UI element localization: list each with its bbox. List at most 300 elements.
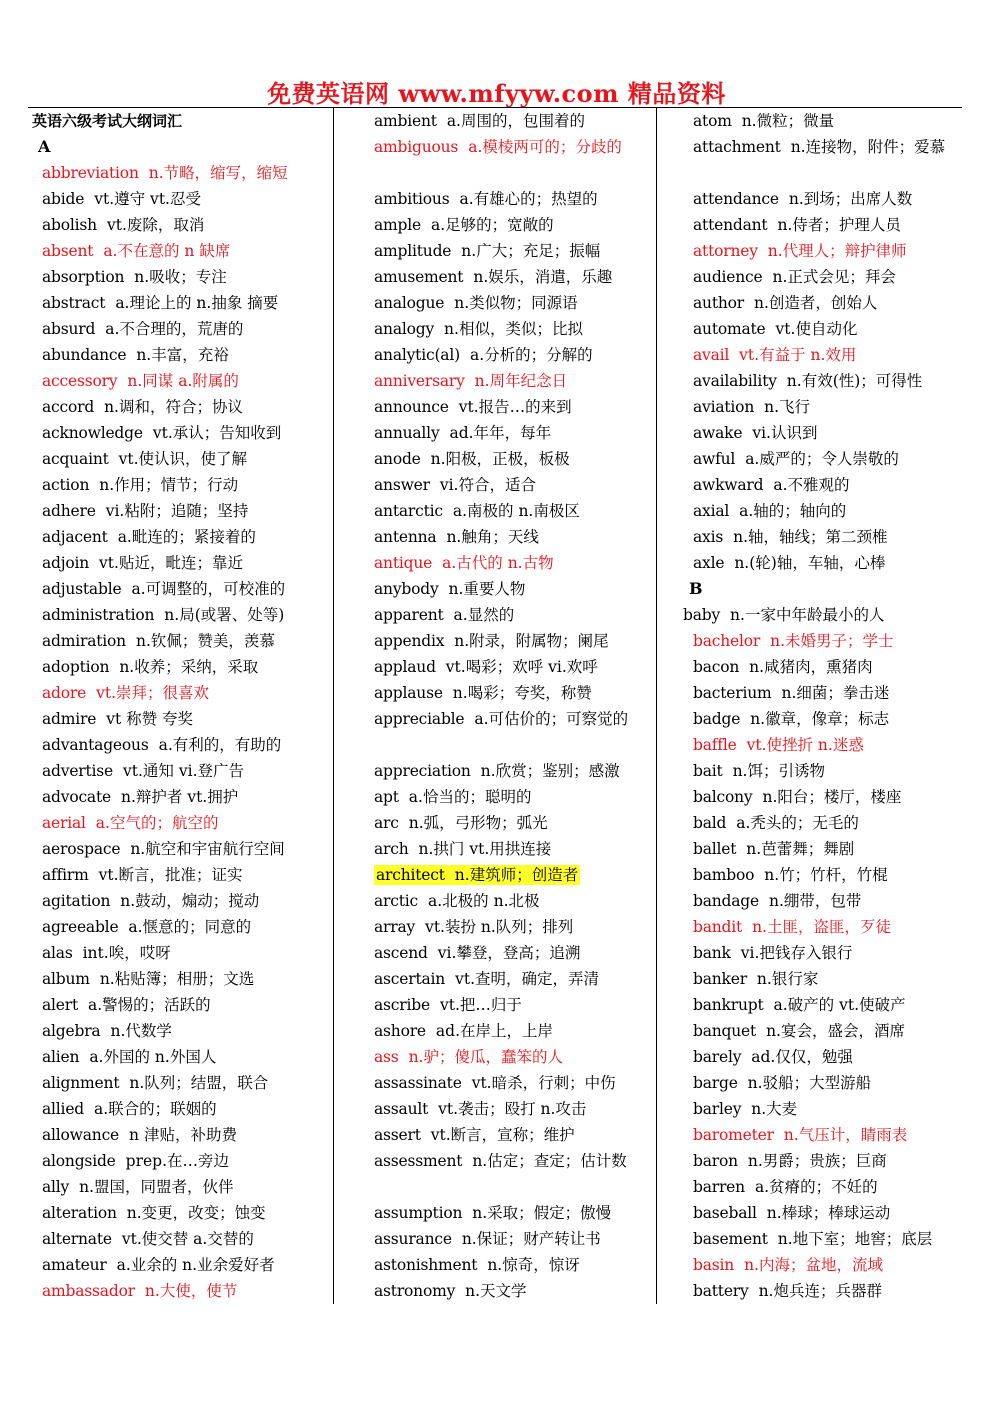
- vocab-word: announce: [374, 398, 449, 416]
- vocab-entry: [364, 342, 664, 368]
- vocab-entry: [32, 238, 332, 264]
- vocab-definition: vt.查明，确定，弄清: [455, 970, 599, 988]
- vocab-definition: a.有利的，有助的: [158, 736, 282, 754]
- vocab-definition: a.威严的；令人崇敬的: [745, 450, 899, 468]
- vocab-entry: [32, 1122, 332, 1148]
- vocab-entry: [364, 654, 664, 680]
- vocab-entry: [683, 1148, 973, 1174]
- vocab-definition: n.采取；假定；傲慢: [472, 1204, 612, 1222]
- vocab-entry: [364, 498, 664, 524]
- vocab-definition: n.弧，弓形物；弧光: [408, 814, 548, 832]
- vocab-definition: n.一家中年龄最小的人: [730, 606, 885, 624]
- vocab-entry: [683, 1018, 973, 1044]
- vocab-word: assassinate: [374, 1074, 462, 1092]
- vocab-word: alongside: [42, 1152, 116, 1170]
- vocab-definition: int.唉，哎呀: [82, 944, 171, 962]
- vocab-entry: [32, 966, 332, 992]
- vocab-entry: [683, 134, 973, 160]
- vocab-word: applause: [374, 684, 443, 702]
- vocab-definition: vt.崇拜；很喜欢: [96, 684, 209, 702]
- vocab-definition: n.作用；情节；行动: [99, 476, 239, 494]
- vocab-word: arc: [374, 814, 399, 832]
- vocab-definition: a.惬意的；同意的: [128, 918, 252, 936]
- vocab-definition: n.大麦: [751, 1100, 798, 1118]
- blank-line: [683, 160, 973, 186]
- vocab-word: astonishment: [374, 1256, 478, 1274]
- vocab-definition: n.气压计，睛雨表: [783, 1126, 908, 1144]
- vocab-definition: n.棒球；棒球运动: [766, 1204, 891, 1222]
- vocab-definition: a.北极的 n.北极: [428, 892, 540, 910]
- vocab-word: author: [693, 294, 744, 312]
- vocab-entry: [683, 1044, 973, 1070]
- vocab-definition: vt.断言，批准；证实: [98, 866, 243, 884]
- vocab-definition: a.不合理的，荒唐的: [105, 320, 244, 338]
- vocab-word: awake: [693, 424, 743, 442]
- vocab-entry: [364, 186, 664, 212]
- vocab-entry: [364, 680, 664, 706]
- vocab-definition: n.欣赏；鉴别；感激: [480, 762, 620, 780]
- vocab-entry: [364, 602, 664, 628]
- vocab-word: advantageous: [42, 736, 149, 754]
- vocab-definition: n.土匪，盗匪，歹徒: [752, 918, 891, 936]
- vocab-definition: a.轴的；轴向的: [739, 502, 847, 520]
- vocab-definition: n.有效(性)；可得性: [786, 372, 923, 390]
- vocab-definition: n.轴，轴线；第二颈椎: [733, 528, 888, 546]
- vocab-entry: [32, 628, 332, 654]
- vocab-definition: n.代理人；辩护律师: [767, 242, 907, 260]
- vocab-word: appreciable: [374, 710, 465, 728]
- vocab-entry: [32, 186, 332, 212]
- vocab-entry: [683, 966, 973, 992]
- vocab-entry: [32, 1174, 332, 1200]
- vocab-word: antarctic: [374, 502, 443, 520]
- vocab-definition: n.粘贴簿；相册；文选: [99, 970, 255, 988]
- vocab-definition: n.盟国，同盟者，伙伴: [79, 1178, 234, 1196]
- vocab-word: accord: [42, 398, 95, 416]
- vocab-entry: [32, 446, 332, 472]
- vocab-word: algebra: [42, 1022, 101, 1040]
- vocab-definition: n.同谋 a.附属的: [127, 372, 239, 390]
- vocab-entry: [683, 940, 973, 966]
- vocab-entry: [364, 550, 664, 576]
- vocab-word: ambassador: [42, 1282, 135, 1300]
- vocab-column-3: [683, 108, 973, 1304]
- vocab-entry: [683, 732, 973, 758]
- vocab-word: amateur: [42, 1256, 107, 1274]
- vocab-word: abolish: [42, 216, 97, 234]
- vocab-word: anode: [374, 450, 421, 468]
- section-letter: B: [689, 579, 703, 598]
- vocab-entry: [364, 940, 664, 966]
- vocab-word: analytic(al): [374, 346, 460, 364]
- vocab-definition: n.竹；竹杆，竹棍: [764, 866, 888, 884]
- vocab-definition: n.变更，改变；蚀变: [126, 1204, 266, 1222]
- vocab-definition: a.显然的: [453, 606, 515, 624]
- vocab-word: accessory: [42, 372, 118, 390]
- vocab-entry: [683, 628, 973, 654]
- vocab-word: assurance: [374, 1230, 452, 1248]
- vocab-entry: [364, 1018, 664, 1044]
- vocab-word: antenna: [374, 528, 437, 546]
- vocab-word: assault: [374, 1100, 429, 1118]
- vocab-definition: n.侍者；护理人员: [777, 216, 901, 234]
- column-divider: [333, 108, 334, 1304]
- vocab-entry: [364, 316, 664, 342]
- vocab-entry: [32, 316, 332, 342]
- vocab-definition: n.阳台；楼厅，楼座: [762, 788, 902, 806]
- vocab-entry: [32, 706, 332, 732]
- vocab-word: alert: [42, 996, 79, 1014]
- vocab-word: attorney: [693, 242, 758, 260]
- vocab-entry: [32, 264, 332, 290]
- vocab-word: banker: [693, 970, 747, 988]
- vocab-word: baseball: [693, 1204, 757, 1222]
- vocab-definition: n.到场；出席人数: [788, 190, 913, 208]
- vocab-entry: [364, 784, 664, 810]
- vocab-word: action: [42, 476, 90, 494]
- vocab-entry: [32, 888, 332, 914]
- vocab-word: array: [374, 918, 416, 936]
- vocab-word: badge: [693, 710, 741, 728]
- vocab-entry: [683, 394, 973, 420]
- vocab-definition: n.创造者，创始人: [753, 294, 878, 312]
- vocab-word: bait: [693, 762, 723, 780]
- vocab-entry: [683, 1122, 973, 1148]
- vocab-definition: n.丰富，充裕: [136, 346, 229, 364]
- vocab-definition: vt.报告…的来到: [458, 398, 572, 416]
- vocab-definition: n.周年纪念日: [474, 372, 568, 390]
- vocab-entry: [32, 602, 332, 628]
- vocab-word: absurd: [42, 320, 96, 338]
- vocab-word: agitation: [42, 892, 111, 910]
- vocab-entry: [32, 940, 332, 966]
- vocab-definition: n.航空和宇宙航行空间: [130, 840, 285, 858]
- vocab-word: balcony: [693, 788, 753, 806]
- vocab-word: adoption: [42, 658, 110, 676]
- vocab-entry: [683, 758, 973, 784]
- vocab-definition: n.广大；充足；振幅: [461, 242, 601, 260]
- vocab-entry: [683, 420, 973, 446]
- vocab-entry: [683, 862, 973, 888]
- vocab-entry: [364, 1122, 664, 1148]
- vocab-definition: n.相似，类似；比拟: [444, 320, 583, 338]
- vocab-entry: [32, 1278, 332, 1304]
- vocab-definition: n.节略，缩写，缩短: [148, 164, 288, 182]
- vocab-word: basement: [693, 1230, 768, 1248]
- section-letter: A: [38, 137, 51, 156]
- vocab-word: adjoin: [42, 554, 90, 572]
- vocab-word: axle: [693, 554, 725, 572]
- vocab-word: antique: [374, 554, 433, 572]
- vocab-definition: a.警惕的；活跃的: [88, 996, 211, 1014]
- vocab-definition: n.重要人物: [448, 580, 526, 598]
- vocab-entry: [32, 1200, 332, 1226]
- vocab-entry: [683, 1252, 973, 1278]
- vocab-entry: [32, 212, 332, 238]
- vocab-definition: a.不在意的 n 缺席: [103, 242, 231, 260]
- vocab-word: apt: [374, 788, 399, 806]
- vocab-definition: vt.袭击；殴打 n.攻击: [438, 1100, 587, 1118]
- vocab-definition: vi.认识到: [752, 424, 818, 442]
- vocab-word: ashore: [374, 1022, 426, 1040]
- vocab-entry: [32, 680, 332, 706]
- vocab-word: adhere: [42, 502, 96, 520]
- vocab-definition: a.古代的 n.古物: [442, 554, 554, 572]
- vocab-word: acquaint: [42, 450, 109, 468]
- vocab-entry: [364, 1096, 664, 1122]
- site-header: 免费英语网 www.mfyyw.com 精品资料: [267, 79, 726, 108]
- vocab-definition: a.破产的 vt.使破产: [773, 996, 906, 1014]
- vocab-entry: [683, 888, 973, 914]
- vocab-definition: n.(轮)轴，车轴，心棒: [734, 554, 886, 572]
- vocab-entry: [364, 1252, 664, 1278]
- vocab-word: architect: [376, 866, 445, 884]
- vocab-definition: n.银行家: [756, 970, 819, 988]
- vocab-entry: [32, 654, 332, 680]
- vocab-word: analogy: [374, 320, 435, 338]
- vocab-definition: n.局(或署、处等): [164, 606, 285, 624]
- vocab-entry: [32, 862, 332, 888]
- vocab-entry: [683, 186, 973, 212]
- vocab-word: absent: [42, 242, 94, 260]
- vocab-word: alien: [42, 1048, 80, 1066]
- vocab-entry: [364, 810, 664, 836]
- vocab-entry: [32, 420, 332, 446]
- vocab-entry: [364, 706, 664, 732]
- vocab-definition: n.喝彩；夸奖，称赞: [452, 684, 592, 702]
- vocab-definition: vt.暗杀，行刺；中伤: [471, 1074, 616, 1092]
- vocab-definition: n.咸猪肉，熏猪肉: [749, 658, 873, 676]
- vocab-entry: [32, 342, 332, 368]
- vocab-definition: a.可调整的，可校准的: [131, 580, 286, 598]
- blank-line: [364, 1174, 664, 1200]
- vocab-entry: [364, 290, 664, 316]
- vocab-definition: a.空气的；航空的: [95, 814, 219, 832]
- vocab-definition: a.不雅观的: [773, 476, 850, 494]
- vocab-entry: [683, 914, 973, 940]
- vocab-entry: [683, 1226, 973, 1252]
- vocab-word: applaud: [374, 658, 436, 676]
- vocab-definition: vt.遵守 vt.忍受: [94, 190, 201, 208]
- vocab-word: acknowledge: [42, 424, 143, 442]
- vocab-definition: n.连接物，附件；爱慕: [790, 138, 946, 156]
- vocab-definition: n.宴会，盛会，酒席: [766, 1022, 905, 1040]
- vocab-entry: [683, 316, 973, 342]
- vocab-entry: [364, 1044, 664, 1070]
- vocab-word: abundance: [42, 346, 127, 364]
- vocab-word: ass: [374, 1048, 399, 1066]
- vocab-word: barge: [693, 1074, 738, 1092]
- vocab-entry: [683, 238, 973, 264]
- vocab-entry: [364, 394, 664, 420]
- vocab-definition: vt.通知 vi.登广告: [123, 762, 244, 780]
- vocab-definition: a.理论上的 n.抽象 摘要: [115, 294, 279, 312]
- vocab-definition: n.天文学: [465, 1282, 527, 1300]
- vocab-word: administration: [42, 606, 155, 624]
- vocab-definition: a.足够的；宽敞的: [431, 216, 554, 234]
- vocab-definition: n.惊奇，惊讶: [487, 1256, 580, 1274]
- vocab-word: baffle: [693, 736, 737, 754]
- vocab-word: audience: [693, 268, 763, 286]
- vocab-entry: [32, 1148, 332, 1174]
- vocab-definition: n.队列；结盟，联合: [129, 1074, 269, 1092]
- vocab-word: advocate: [42, 788, 111, 806]
- vocab-entry: [32, 914, 332, 940]
- vocab-word: allied: [42, 1100, 85, 1118]
- vocab-entry: [364, 108, 664, 134]
- vocab-word: axis: [693, 528, 724, 546]
- vocab-word: aerospace: [42, 840, 121, 858]
- vocab-definition: n.触角；天线: [446, 528, 539, 546]
- vocab-definition: n.徽章，像章；标志: [750, 710, 890, 728]
- vocab-word: alignment: [42, 1074, 120, 1092]
- vocab-word: alas: [42, 944, 73, 962]
- vocab-entry: [32, 290, 332, 316]
- vocab-definition: n.鼓动，煽动；搅动: [120, 892, 260, 910]
- vocab-entry: [32, 550, 332, 576]
- vocab-word: advertise: [42, 762, 114, 780]
- vocab-entry: [32, 524, 332, 550]
- vocab-word: attachment: [693, 138, 781, 156]
- vocab-word: ascertain: [374, 970, 446, 988]
- vocab-definition: n.地下室；地窖；底层: [777, 1230, 933, 1248]
- vocab-definition: n.炮兵连；兵器群: [758, 1282, 882, 1300]
- vocab-entry: [32, 1070, 332, 1096]
- vocab-entry: [32, 810, 332, 836]
- vocab-entry: [364, 1148, 664, 1174]
- vocab-definition: n.绷带，包带: [769, 892, 862, 910]
- vocab-word: bachelor: [693, 632, 761, 650]
- highlight-mark: [374, 865, 580, 885]
- vocab-entry: [683, 1174, 973, 1200]
- vocab-definition: vt.使认识，使了解: [118, 450, 248, 468]
- vocab-entry: [364, 134, 664, 160]
- vocab-definition: a.贫瘠的；不妊的: [754, 1178, 878, 1196]
- vocab-definition: n.微粒；微量: [741, 112, 835, 130]
- vocab-definition: vt.断言，宣称；维护: [430, 1126, 575, 1144]
- vocab-definition: ad.仅仅，勉强: [751, 1048, 853, 1066]
- vocab-definition: n.驳船；大型游船: [747, 1074, 872, 1092]
- vocab-entry: [364, 862, 664, 888]
- blank-line: [364, 160, 664, 186]
- vocab-entry: [683, 706, 973, 732]
- vocab-definition: vt.使交替 a.交替的: [121, 1230, 254, 1248]
- vocab-entry: [364, 238, 664, 264]
- vocab-definition: vi.符合，适合: [439, 476, 536, 494]
- vocab-definition: vi.把钱存入银行: [740, 944, 853, 962]
- vocab-entry: [683, 1200, 973, 1226]
- vocab-entry: [683, 108, 973, 134]
- vocab-definition: a.可估价的；可察觉的: [474, 710, 629, 728]
- vocab-word: anniversary: [374, 372, 465, 390]
- vocab-word: awful: [693, 450, 736, 468]
- vocab-definition: n.娱乐，消遣，乐趣: [473, 268, 613, 286]
- vocab-entry: [683, 212, 973, 238]
- vocab-entry: [683, 810, 973, 836]
- vocab-word: analogue: [374, 294, 445, 312]
- vocab-entry: [364, 524, 664, 550]
- vocab-entry: [364, 420, 664, 446]
- vocab-definition: n.钦佩；赞美，羡慕: [135, 632, 275, 650]
- vocab-word: bandit: [693, 918, 743, 936]
- vocab-definition: n.调和，符合；协议: [104, 398, 243, 416]
- vocab-word: ascribe: [374, 996, 430, 1014]
- vocab-definition: n.辩护者 vt.拥护: [120, 788, 239, 806]
- vocab-definition: n.驴；傻瓜，蠢笨的人: [408, 1048, 563, 1066]
- vocab-definition: n.未婚男子；学士: [770, 632, 894, 650]
- vocab-definition: vt.把…归于: [439, 996, 522, 1014]
- vocab-definition: n.类似物；同源语: [454, 294, 578, 312]
- vocab-word: allowance: [42, 1126, 120, 1144]
- vocab-word: aviation: [693, 398, 755, 416]
- vocab-entry: [683, 472, 973, 498]
- vocab-definition: ad.在岸上，上岸: [435, 1022, 553, 1040]
- vocab-word: attendant: [693, 216, 768, 234]
- vocab-definition: a.毗连的；紧接着的: [117, 528, 256, 546]
- vocab-entry: [683, 498, 973, 524]
- vocab-definition: a.南极的 n.南极区: [452, 502, 580, 520]
- vocab-word: anybody: [374, 580, 439, 598]
- vocab-entry: [364, 212, 664, 238]
- vocab-entry: [364, 264, 664, 290]
- vocab-definition: n.飞行: [764, 398, 811, 416]
- vocab-word: availability: [693, 372, 777, 390]
- vocab-definition: vt 称赞 夸奖: [106, 710, 194, 728]
- vocab-entry: [32, 1226, 332, 1252]
- vocab-entry: [32, 1096, 332, 1122]
- vocab-word: affirm: [42, 866, 89, 884]
- vocab-word: absorption: [42, 268, 125, 286]
- vocab-word: automate: [693, 320, 766, 338]
- vocab-word: abbreviation: [42, 164, 139, 182]
- vocab-definition: n.细菌；拳击迷: [781, 684, 890, 702]
- vocab-entry: [683, 290, 973, 316]
- vocab-entry: [364, 576, 664, 602]
- vocab-definition: n.男爵；贵族；巨商: [747, 1152, 887, 1170]
- vocab-entry: [364, 1278, 664, 1304]
- vocab-definition: ad.年年，每年: [449, 424, 552, 442]
- vocab-entry: [683, 836, 973, 862]
- vocab-definition: vt.贴近，毗连；靠近: [99, 554, 243, 572]
- vocab-column-1: [32, 108, 332, 1304]
- vocab-word: adore: [42, 684, 87, 702]
- vocab-entry: [683, 1096, 973, 1122]
- vocab-entry: [364, 836, 664, 862]
- vocab-definition: n.拱门 vt.用拱连接: [418, 840, 552, 858]
- vocab-entry: [683, 446, 973, 472]
- vocab-word: admiration: [42, 632, 126, 650]
- vocab-definition: prep.在…旁边: [125, 1152, 230, 1170]
- vocab-word: ballet: [693, 840, 737, 858]
- vocab-word: arch: [374, 840, 409, 858]
- vocab-definition: vt.承认；告知收到: [152, 424, 282, 442]
- vocab-definition: n.代数学: [110, 1022, 172, 1040]
- vocab-definition: vt.使自动化: [775, 320, 858, 338]
- vocab-entry: [364, 628, 664, 654]
- vocab-definition: n.估定；查定；估计数: [472, 1152, 627, 1170]
- vocab-definition: vt.废除，取消: [106, 216, 205, 234]
- vocab-entry: [32, 1044, 332, 1070]
- vocab-entry: [683, 342, 973, 368]
- vocab-word: bankrupt: [693, 996, 764, 1014]
- vocab-word: admire: [42, 710, 97, 728]
- vocab-word: bacon: [693, 658, 740, 676]
- vocab-word: adjustable: [42, 580, 122, 598]
- vocab-entry: [683, 602, 973, 628]
- vocab-word: ambitious: [374, 190, 450, 208]
- vocab-definition: vi.攀登，登高；追溯: [437, 944, 581, 962]
- vocab-word: barren: [693, 1178, 745, 1196]
